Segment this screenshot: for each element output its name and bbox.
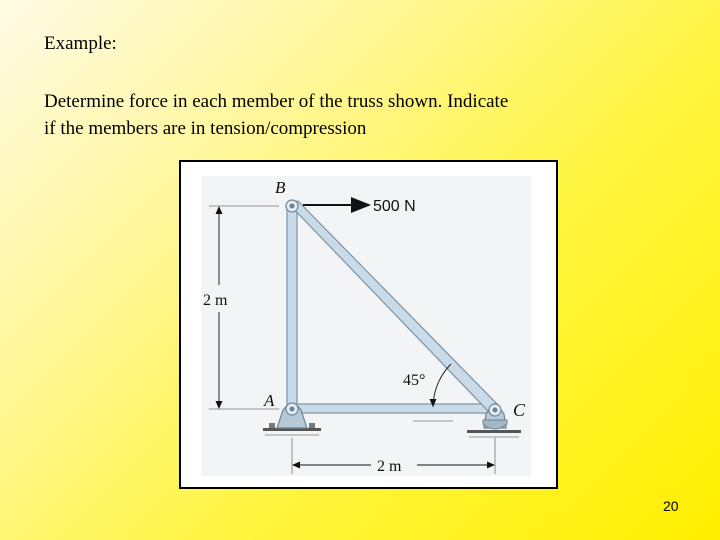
member-ab bbox=[287, 206, 297, 410]
truss-figure bbox=[179, 160, 558, 489]
joint-c-label: C bbox=[513, 400, 526, 420]
slide-title: Example: bbox=[44, 33, 117, 54]
joint-a-label: A bbox=[264, 391, 275, 410]
angle-label: 45° bbox=[403, 372, 426, 389]
problem-statement-line-2: if the members are in tension/compression bbox=[44, 118, 367, 139]
page-number: 20 bbox=[663, 498, 679, 514]
force-label: 500 N bbox=[373, 198, 416, 215]
problem-statement-line-1: Determine force in each member of the truss shown. Indicate bbox=[44, 91, 509, 112]
truss-diagram bbox=[181, 162, 556, 487]
problem-statement bbox=[44, 88, 664, 142]
joint-b-label: B bbox=[275, 178, 286, 197]
vertical-dimension-label: 2 m bbox=[203, 292, 228, 309]
member-ac bbox=[291, 404, 497, 413]
horizontal-dimension-label: 2 m bbox=[377, 458, 402, 475]
